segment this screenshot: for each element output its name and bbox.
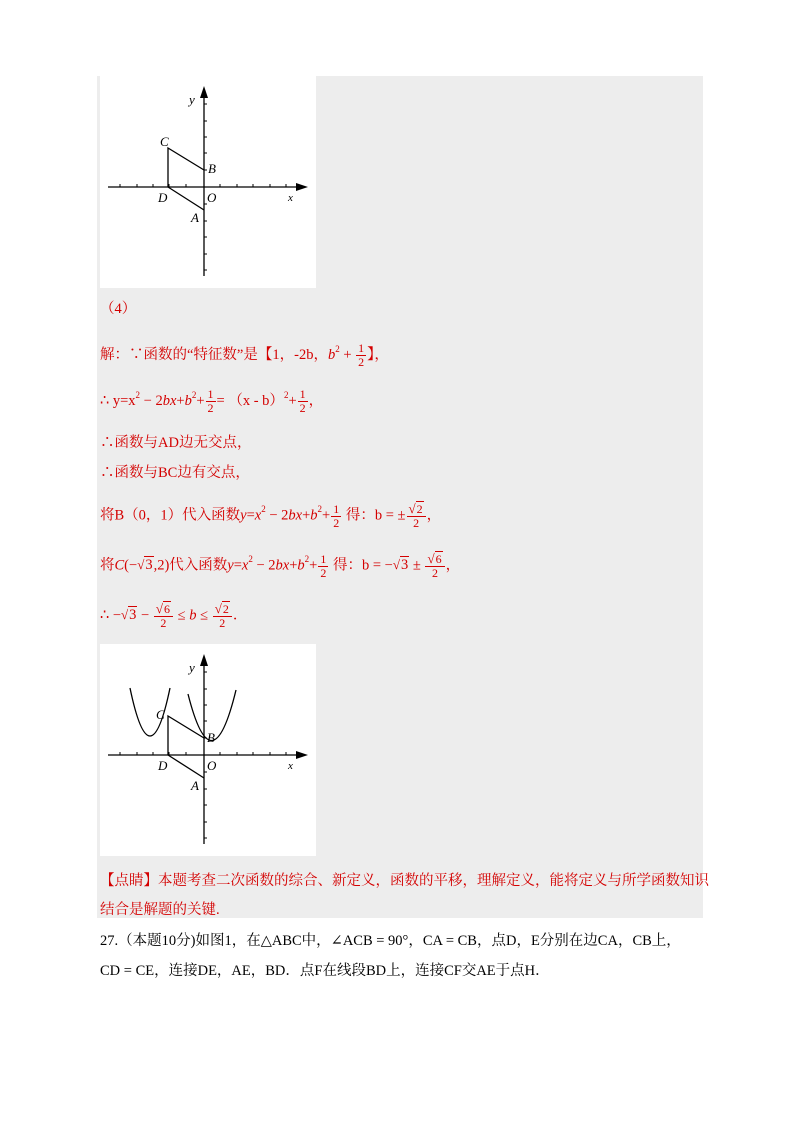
point-a-label: A [191,778,199,793]
l1-pre: 解：∵函数的“特征数”是【1，-2b， [100,346,328,363]
part4-tag: （4） [100,301,137,317]
part4-line3: ∴函数与AD边无交点， [100,435,252,451]
point-a-label: A [191,210,199,225]
l2-pre: ∴ y=x [100,392,136,409]
comment-line2: 结合是解题的关键. [100,902,220,918]
l5-pre: 将B（0，1）代入函数 [100,507,241,524]
l6-mid: 代入函数 [169,557,228,574]
question-27-line1: 27.（本题10分)如图1，在△ABC中，∠ACB = 90°，CA = CB，点D，E分别在边CA，CB上， [100,933,681,949]
point-c-label: C [160,134,169,149]
x-axis-label: x [288,760,293,772]
l6-pre: 将 [100,557,115,574]
y-axis-label: y [189,660,195,675]
l1-post: 】， [367,346,389,363]
l6-res: 得：b = − [332,557,393,574]
comment-line1: 【点睛】本题考查二次函数的综合、新定义，函数的平移，理解定义，能将定义与所学函数知识 [100,873,709,889]
x-axis-label: x [288,192,293,204]
point-b-label: B [207,730,215,745]
point-d-label: D [158,190,168,205]
point-o-label: O [207,190,217,205]
coordinate-graph-1 [100,76,316,288]
part4-line1: 解：∵函数的“特征数”是【1，-2b，$b^2$ + $\frac{1}{2}$ 】， [100,341,389,369]
figure-2 [100,644,316,856]
point-o-label: O [207,758,217,773]
part4-line6: 将C(−√3,2)代入函数$y=x^2 - 2bx+b^2+$ $\frac{1}{2}$ 得：b = −√3 ± $\frac{√6}{2}$ ， [100,551,461,580]
part4-line7: ∴ −√3 − $\frac{√6}{2}$ ≤ b ≤ $\frac{√2}{2}$ ． [100,601,248,630]
part4-line2: ∴ $y=x^2 - 2bx+b^2+$ $\frac{1}{2}$ = （x - b）$^2$+ $\frac{1}{2}$ ， [100,387,324,415]
point-b-label: B [208,161,216,176]
y-axis-label: y [189,92,195,107]
point-c-label: C [156,707,165,722]
l5-res: 得：b = ± [345,507,406,524]
coordinate-graph-2 [100,644,316,856]
part4-line4: ∴函数与BC边有交点， [100,465,250,481]
question-27-line2: CD = CE，连接DE，AE，BD．点F在线段BD上，连接CF交AE于点H． [100,963,550,979]
point-d-label: D [158,758,168,773]
l7-pre: ∴ − [100,607,122,624]
l2-mid: （x - b） [228,392,284,409]
figure-1 [100,76,316,288]
part4-line5: 将B（0，1）代入函数$y=x^2 - 2bx+b^2+$ $\frac{1}{2}$ 得：b = ± $\frac{√2}{2}$ ， [100,501,442,530]
